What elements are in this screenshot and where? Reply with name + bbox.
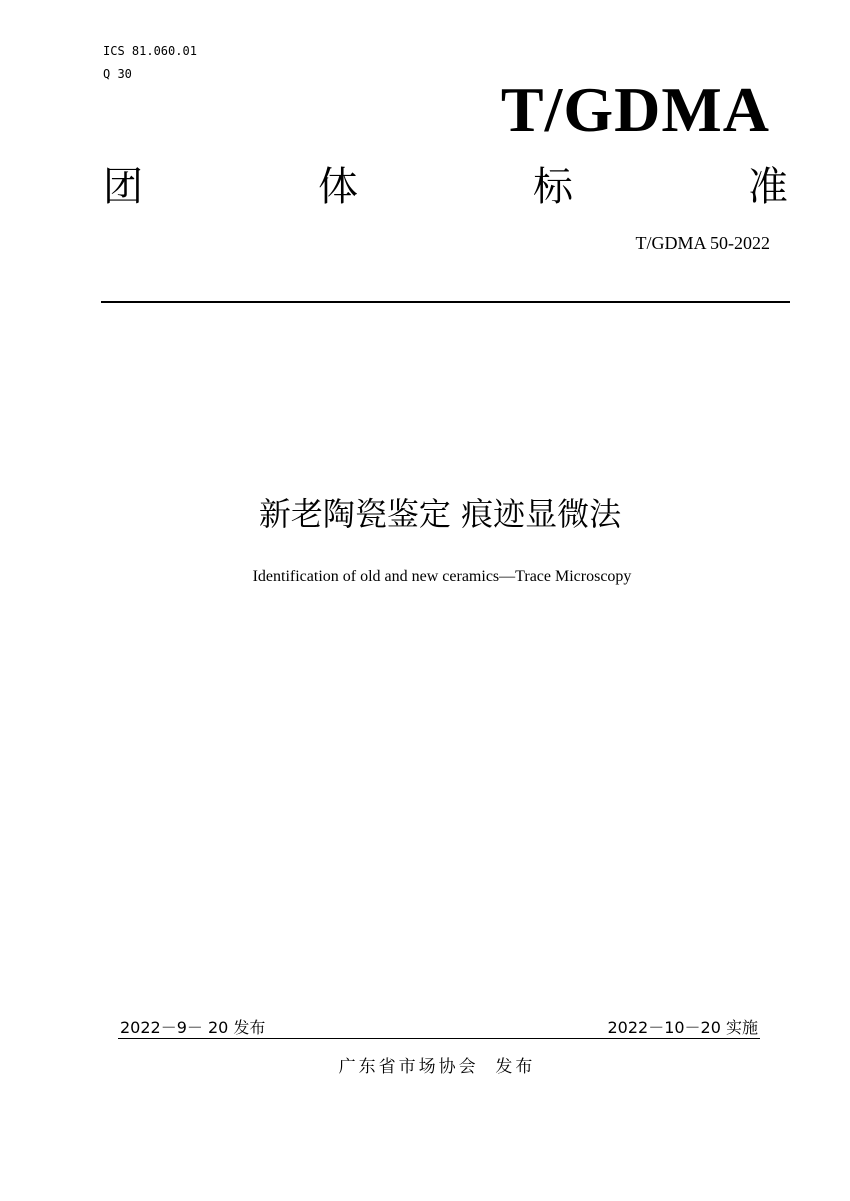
- category-char: 标: [533, 164, 573, 210]
- category-char: 团: [103, 164, 143, 210]
- ics-code: ICS 81.060.01: [103, 44, 197, 58]
- standard-number: T/GDMA 50-2022: [635, 233, 770, 253]
- document-title-english: Identification of old and new ceramics—Trace Microscopy: [252, 568, 632, 585]
- publisher: 广东省市场协会 发布: [338, 1057, 536, 1077]
- standard-brand-logo: T/GDMA: [500, 74, 770, 145]
- standard-category: [103, 163, 788, 211]
- header-divider: [101, 301, 790, 303]
- document-title-chinese: 新老陶瓷鉴定 痕迹显微法: [258, 495, 622, 533]
- footer-divider: [118, 1038, 760, 1039]
- category-char: 体: [318, 164, 358, 210]
- publish-date: 2022－9－ 20 发布: [120, 1018, 266, 1037]
- implementation-date: 2022－10－20 实施: [607, 1018, 758, 1037]
- category-char: 准: [748, 164, 788, 210]
- ccs-code: Q 30: [103, 67, 132, 81]
